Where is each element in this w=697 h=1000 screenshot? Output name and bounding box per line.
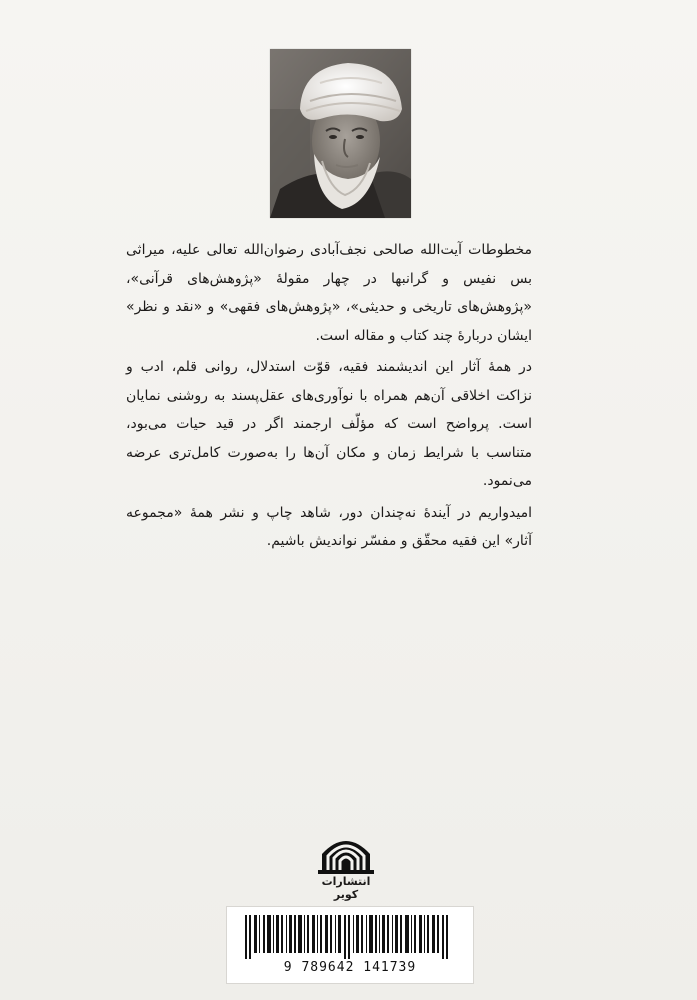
paragraph-2: در همهٔ آثار این اندیشمند فقیه، قوّت استدلال، روانی قلم، ادب و نزاکت اخلاقی آن‌هم همراه با نوآوری‌های عقل‌پسند به روشنی نمایان است. پرواضح است که مؤلّف ارجمند اگر در قید حیات می‌بود، متناسب با شرایط زمان و مکان آن‌ها را به‌صورت کامل‌تری عرضه می‌نمود. bbox=[126, 359, 532, 489]
paragraph-3: امیدواریم در آیندهٔ نه‌چندان دور، شاهد چاپ و نشر همهٔ «مجموعه آثار» این فقیه محقّق و مفسّر نواندیش باشیم. bbox=[126, 504, 532, 549]
isbn-number: 9 789642 141739 bbox=[283, 960, 417, 975]
publisher-logo bbox=[312, 820, 380, 901]
isbn-barcode bbox=[226, 906, 474, 984]
author-portrait bbox=[270, 49, 411, 218]
author-portrait-image bbox=[270, 49, 411, 218]
paragraph-1: مخطوطات آیت‌الله صالحی نجف‌آبادی رضوان‌الله تعالی علیه، میراثی بس نفیس و گرانبها در چهار مقولهٔ «پژوهش‌های قرآنی»، «پژوهش‌های تاریخی و حدیثی»، «پژوهش‌های فقهی» و «نقد و نظر» ایشان دربارهٔ چند کتاب و مقاله است. bbox=[126, 242, 532, 344]
description-text bbox=[126, 236, 532, 556]
publisher-name: انتشارات کویر bbox=[321, 875, 371, 901]
barcode-icon bbox=[245, 915, 455, 959]
publisher-logo-icon bbox=[312, 820, 380, 876]
